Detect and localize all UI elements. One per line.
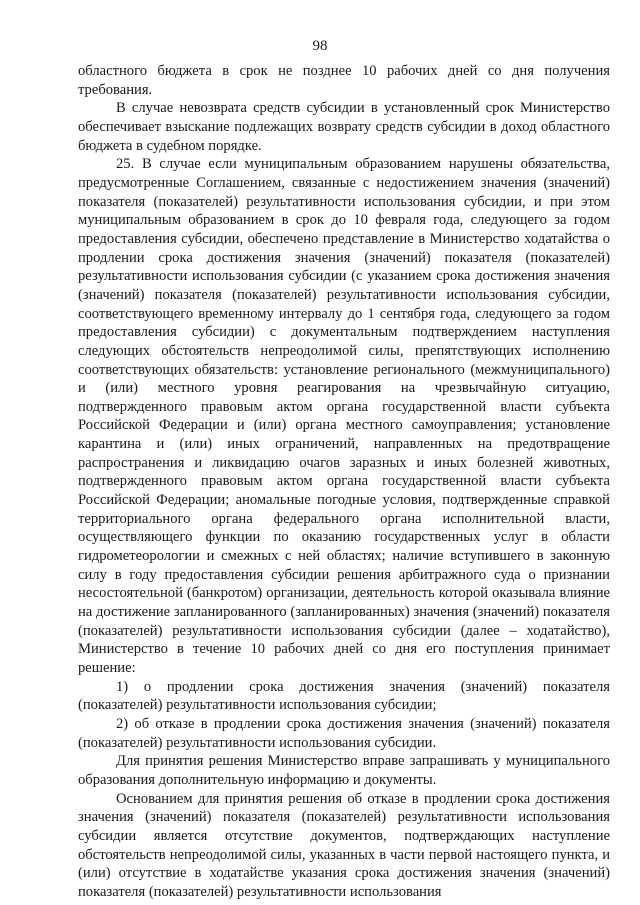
paragraph-6: Для принятия решения Министерство вправе запрашивать у муниципального образования дополнительную информацию и документы. [78,753,610,788]
paragraph-5: 2) об отказе в продлении срока достижения значения (значений) показателя (показателей) результативности использования субсидии. [78,715,610,751]
paragraph-3: 25. В случае если муниципальным образованием нарушены обязательства, предусмотренные Соглашением, связанные с недостижением значения (значений) показателя (показателей) результативности использования субсидии, и при этом муниципальным образованием в срок до 10 февраля года, следующего за годом предоставления субсидии, обеспечено представление в Министерство ходатайства о продлении срока достижения значения (значений) показателя (показателей) результативности использования субсидии (с указанием срока достижения значения (значений) показателя (показателей) результативности использования субсидии, соответствующего временному интервалу до 1 сентября года, следующего за годом предоставления субсидии) с документальным подтверждением наступления следующих обстоятельств непреодолимой силы, препятствующих исполнению соответствующих обязательств: установление регионального (межмуниципального) и (или) местного уровня реагирования на чрезвычайную ситуацию, подтвержденного правовым актом органа государственной власти субъекта Российской Федерации и (или) органа местного самоуправления; установление карантина и (или) иных ограничений, направленных на предотвращение распространения и ликвидацию очагов заразных и иных болезней животных, подтвержденного правовым актом органа государственной власти субъекта Российской Федерации; аномальные погодные условия, подтвержденные справкой территориального органа федерального органа исполнительной власти, осуществляющего функции по оказанию государственных услуг в области гидрометеорологии и смежных с ней областях; наличие вступившего в законную силу в году предоставления субсидии решения арбитражного суда о признании несостоятельной (банкротом) организации, деятельность которой оказывала влияние на достижение запланированного (запланированных) значения (значений) показателя (показателей) результативности использования субсидии (далее – ходатайство), Министерство в течение 10 рабочих дней со дня его поступления принимает решение: [78,156,610,676]
paragraph-1: областного бюджета в срок не позднее 10 рабочих дней со дня получения требования. [78,63,610,98]
paragraph-2: В случае невозврата средств субсидии в установленный срок Министерство обеспечивает взыскание подлежащих возврату средств субсидии в доход областного бюджета в судебном порядке. [78,100,610,154]
page-number: 98 [312,38,328,54]
paragraph-7: Основанием для принятия решения об отказе в продлении срока достижения значения (значений) показателя (показателей) результативности использования субсидии является отсутствие документов, подтверждающих наступление обстоятельств непреодолимой силы, указанных в части первой настоящего пункта, и (или) отсутствие в ходатайстве указания срока достижения значения (значений) показателя (показателей) результативности использования [78,790,610,900]
paragraph-4: 1) о продлении срока достижения значения (значений) показателя (показателей) результативности использования субсидии; [78,678,610,714]
document-body [78,62,610,902]
